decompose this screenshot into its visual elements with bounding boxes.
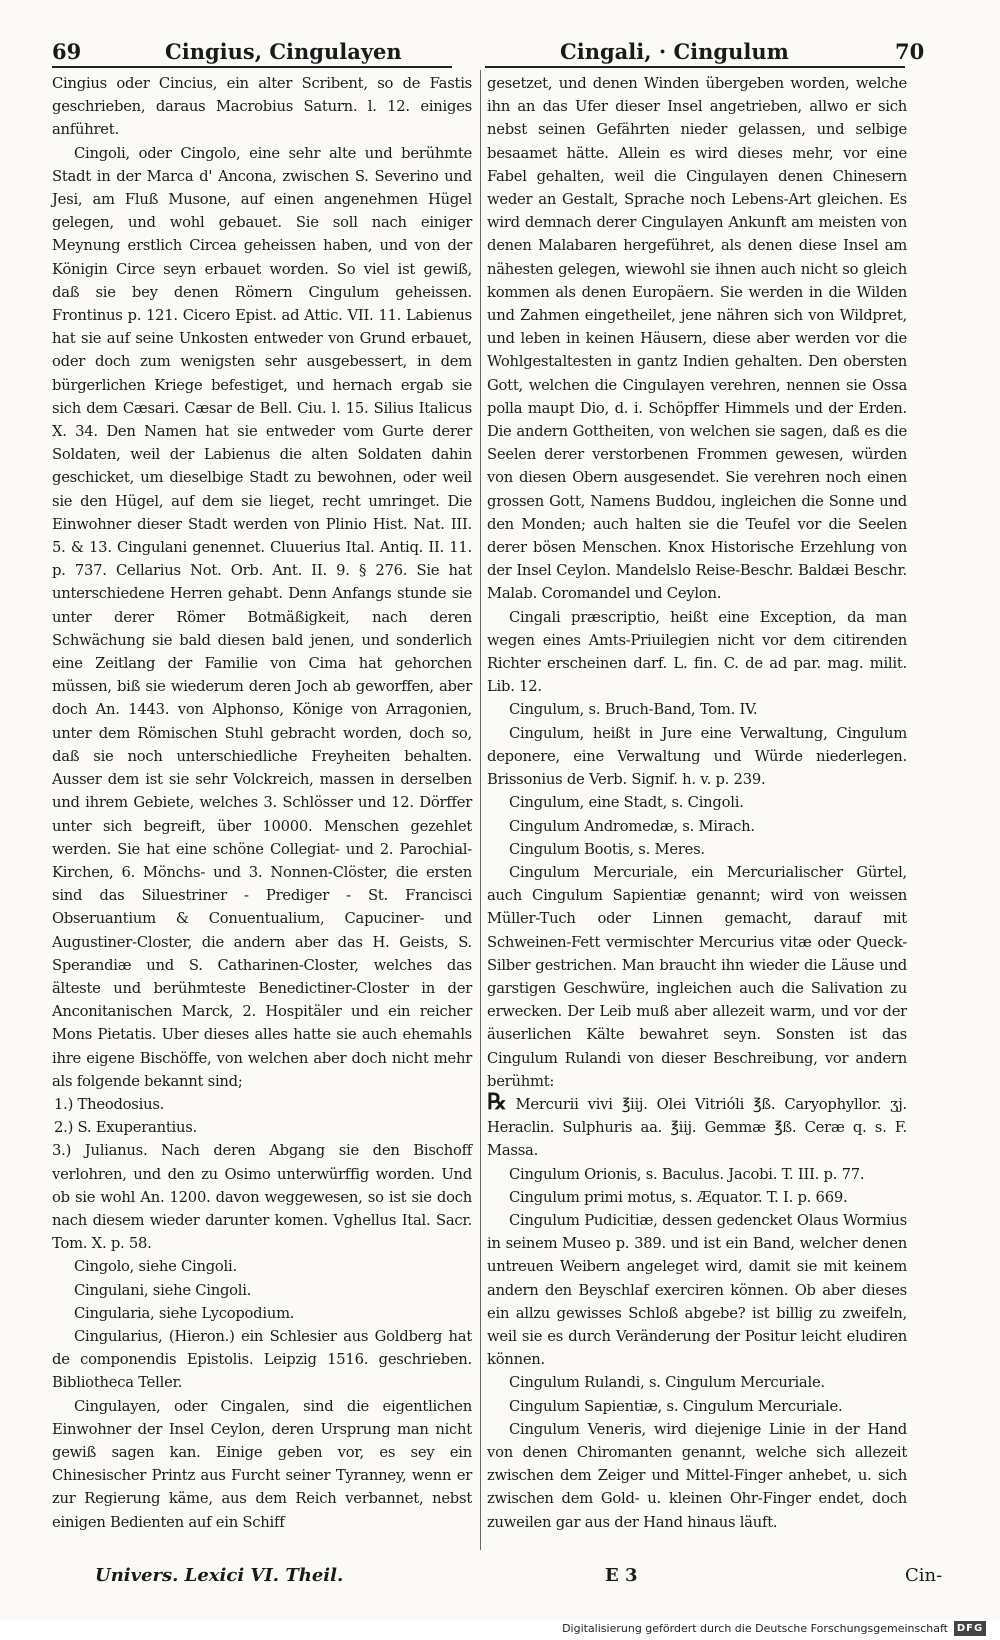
left-column-entry [52,142,472,1093]
signature-mark: E 3 [605,1565,638,1586]
entry-text: Cingulum, heißt in Jure eine Verwaltung, Cingulum deponere, eine Verwaltung und Würde niederlegen. Brissonius de Verb. Signif. h. v. p. 239. [487,724,907,789]
entry-text: Cingulum primi motus, s. Æquator. T. I. p. 669. [509,1188,848,1206]
entry-text: Cingoli, oder Cingolo, eine sehr alte und berühmte Stadt in der Marca d' Ancona, zwischen S. Severino und Jesi, am Fluß Musone, auf einen angenehmen Hügel gelegen, und wohl gebauet. Sie soll nach einiger Meynung erstlich Circea geheissen haben, und von der Königin Circe seyn erbauet worden. So viel ist gewiß, daß sie bey denen Römern Cingulum geheissen. Frontinus p. 121. Cicero Epist. ad Attic. VII. 11. Labienus hat sie auf seine Unkosten entweder von Grund erbauet, oder doch zum wenigsten sehr ausgebessert, in dem bürgerlichen Kriege befestiget, und hernach ergab sie sich dem Cæsari. Cæsar de Bell. Ciu. l. 15. Silius Italicus X. 34. Den Namen hat sie entweder vom Gurte derer Soldaten, weil der Labienus die alten Soldaten dahin geschicket, um dieselbige Stadt zu bewohnen, oder weil sie den Hügel, auf dem sie lieget, recht umringet. Die Einwohner dieser Stadt werden von Plinio Hist. Nat. III. 5. & 13. Cingulani genennet. Cluuerius Ital. Antiq. II. 11. p. 737. Cellarius Not. Orb. Ant. II. 9. § 276. Sie hat unterschiedene Herren gehabt. Denn Anfangs stunde sie unter derer Römer Botmäßigkeit, nach deren Schwächung sie bald diesen bald jenen, und sonderlich eine Zeitlang der Familie von Cima hat gehorchen müssen, biß sie wiederum deren Joch ab geworffen, aber doch An. 1443. von Alphonso, Könige von Arragonien, unter dem Römischen Stuhl gebracht worden, doch so, daß sie noch unterschiedliche Freyheiten behalten. Ausser dem ist sie sehr Volckreich, massen in derselben und ihrem Gebiete, welches 3. Schlösser und 12. Dörffer unter sich begreift, über 10000. Menschen gezehlet werden. Sie hat eine schöne Collegiat- und 2. Parochial-Kirchen, 6. Mönchs- und 3. Nonnen-Clöster, die ersten sind das Siluestriner - Prediger - St. Francisci Obseruantium & Conuentualium, Capuciner- und Augustiner-Closter, die andern aber das H. Geists, S. Sperandiæ und S. Catharinen-Closter, welches das älteste und berühmteste Benedictiner-Closter in der Anconitanischen Marck, 2. Hospitäler und ein reicher Mons Pietatis. Uber dieses alles hatte sie auch ehemahls ihre eigene Bischöffe, von welchen aber doch nicht mehr als folgende bekannt sind; [52,144,472,1090]
right-text-column [487,72,907,1534]
left-page-number: 69 [52,39,82,64]
left-column-entry [52,1093,472,1116]
footer-credit: Digitalisierung gefördert durch die Deutsche Forschungsgemeinschaft [562,1622,948,1635]
entry-text: Cingulum, s. Bruch-Band, Tom. IV. [509,701,758,719]
left-column-entry [52,1139,472,1255]
right-running-title: Cingali, · Cingulum [560,39,789,64]
entry-text: Cingulum Pudicitiæ, dessen gedencket Olaus Wormius in seinem Museo p. 389. und ist ein Band, welcher denen untreuen Weibern angeleget wird, damit sie mit keinem andern den Beyschlaf exerciren können. Ob aber dieses ein allzu gewisses Schloß abgebe? ist billig zu zweifeln, weil sie es durch Veränderung der Positur leicht eludiren können. [487,1211,907,1369]
right-column-entry [487,1209,907,1371]
entry-text: Cingulum Mercuriale, ein Mercurialischer Gürtel, auch Cingulum Sapientiæ genannt; wird von weissen Müller-Tuch oder Linnen gemacht, darauf mit Schweinen-Fett vermischter Mercurius vitæ oder Queck-Silber gestrichen. Man braucht ihn wieder die Läuse und garstigen Geschwüre, ingleichen auch die Salivation zu erwecken. Der Leib muß aber allezeit warm, und vor der äuserlichen Kälte bewahret seyn. Sonsten ist das Cingulum Rulandi von dieser Beschreibung, vor andern berühmt: [487,863,907,1090]
left-header-rule [52,66,452,68]
right-column-entry [487,791,907,814]
column-divider [480,70,481,1550]
entry-text: Cingulum Veneris, wird diejenige Linie in der Hand von denen Chiromanten genannt, welche sich allezeit zwischen dem Zeiger und Mittel-Finger anhebet, u. sich zwischen dem Gold- u. kleinen Ohr-Finger endet, doch zuweilen gar aus der Hand hinaus läuft. [487,1420,907,1531]
right-column-entry [487,861,907,1093]
left-column-entry [52,1302,472,1325]
entry-text: Cingulum Bootis, s. Meres. [509,840,705,858]
entry-text: Cingius oder Cincius, ein alter Scribent, so de Fastis geschrieben, daraus Macrobius Saturn. l. 12. einiges anführet. [52,75,472,139]
left-running-title: Cingius, Cingulayen [165,39,402,64]
catchword: Cin- [905,1565,943,1586]
right-column-entry [487,1186,907,1209]
left-column-entry [52,1255,472,1278]
dfg-logo-icon: DFG [954,1621,986,1636]
right-page-number: 70 [895,39,925,64]
entry-text: Mercurii vivi ℥iij. Olei Vitrióli ℥ß. Caryophyllor. ʒj. Heraclin. Sulphuris aa. ℥iij. Gemmæ ℥ß. Ceræ q. s. F. Massa. [487,1095,907,1160]
entry-text: Cingulum, eine Stadt, s. Cingoli. [509,794,744,812]
entry-text: Cingulum Rulandi, s. Cingulum Mercuriale. [509,1374,825,1392]
entry-text: 3.) Julianus. Nach deren Abgang sie den Bischoff verlohren, und den zu Osimo unterwürffig worden. Und ob sie wohl An. 1200. davon weggewesen, so ist sie doch nach diesem wieder darunter komen. Vghellus Ital. Sacr. Tom. X. p. 58. [52,1142,472,1253]
entry-text: 2.) S. Exuperantius. [54,1119,197,1137]
entry-text: Cingularius, (Hieron.) ein Schlesier aus Goldberg hat de componendis Epistolis. Leipzig 1516. geschrieben. Bibliotheca Teller. [52,1327,472,1392]
right-column-entry [487,1371,907,1394]
right-column-entry [487,1163,907,1186]
left-column-entry [52,1395,472,1534]
entry-text: Cingulum Andromedæ, s. Mirach. [509,817,755,835]
right-column-entry [487,1418,907,1534]
right-column-entry [487,1395,907,1418]
entry-text: Cingularia, siehe Lycopodium. [74,1304,295,1322]
signature-title: Univers. Lexici VI. Theil. [95,1565,344,1586]
right-header-rule [485,66,905,68]
left-column-entry [52,1279,472,1302]
right-column-entry [487,1088,907,1163]
entry-text: 1.) Theodosius. [54,1095,165,1113]
entry-text: Cingulayen, oder Cingalen, sind die eigentlichen Einwohner der Insel Ceylon, deren Ursprung man nicht gewiß sagen kan. Einige geben vor, es sey ein Chinesischer Printz aus Furcht seiner Tyranney, wenn er zur Regierung käme, aus dem Reich verbannet, nebst einigen Bedienten auf ein Schiff [52,1397,472,1531]
left-column-entry [52,1325,472,1395]
entry-text: gesetzet, und denen Winden übergeben worden, welche ihn an das Ufer dieser Insel angetrieben, allwo er sich nebst seinen Gefährten nieder gelassen, und selbige besaamet hätte. Allein es wird dieses mehr, vor eine Fabel gehalten, weil die Cingulayen denen Chinesern weder an Gestalt, Sprache noch Lebens-Art gleichen. Es wird demnach derer Cingulayen Ankunft am meisten von denen Malabaren hergeführet, als denen diese Insel am nähesten gelegen, wiewohl sie ihnen auch nicht so gleich kommen als denen Europäern. Sie werden in die Wilden und Zahmen eingetheilet, jene nähren sich von Wildpret, und leben in keinen Häusern, diese aber werden vor die Wohlgestaltesten in gantz Indien gehalten. Den obersten Gott, welchen die Cingulayen verehren, nennen sie Ossa polla maupt Dio, d. i. Schöpffer Himmels und der Erden. Die andern Gottheiten, von welchen sie sagen, daß es die Seelen derer verstorbenen Frommen gewesen, würden von diesen Obern ausgesendet. Sie verehren noch einen grossen Gott, Namens Buddou, ingleichen die Sonne und den Monden; auch halten sie die Teufel vor die Seelen derer bösen Menschen. Knox Historische Erzehlung von der Insel Ceylon. Mandelslo Reise-Beschr. Baldæi Beschr. Malab. Coromandel und Ceylon. [487,75,907,603]
entry-text: Cingulum Sapientiæ, s. Cingulum Mercuriale. [509,1397,843,1415]
right-column-entry [487,722,907,792]
entry-text: Cingulum Orionis, s. Baculus. Jacobi. T. III. p. 77. [509,1165,865,1183]
right-column-entry [487,838,907,861]
right-column-entry [487,815,907,838]
right-column-entry [487,72,907,606]
left-text-column [52,72,472,1534]
entry-text: Cingolo, siehe Cingoli. [74,1258,237,1276]
left-column-entry [52,72,472,142]
recipe-symbol-icon: ℞ [487,1088,507,1115]
entry-text: Cingali præscriptio, heißt eine Exception, da man wegen eines Amts-Priuilegien nicht vor dem citirenden Richter erscheinen darf. L. fin. C. de ad par. mag. milit. Lib. 12. [487,608,907,696]
entry-text: Cingulani, siehe Cingoli. [74,1281,252,1299]
right-column-entry [487,698,907,721]
left-column-entry [52,1116,472,1139]
right-column-entry [487,606,907,699]
